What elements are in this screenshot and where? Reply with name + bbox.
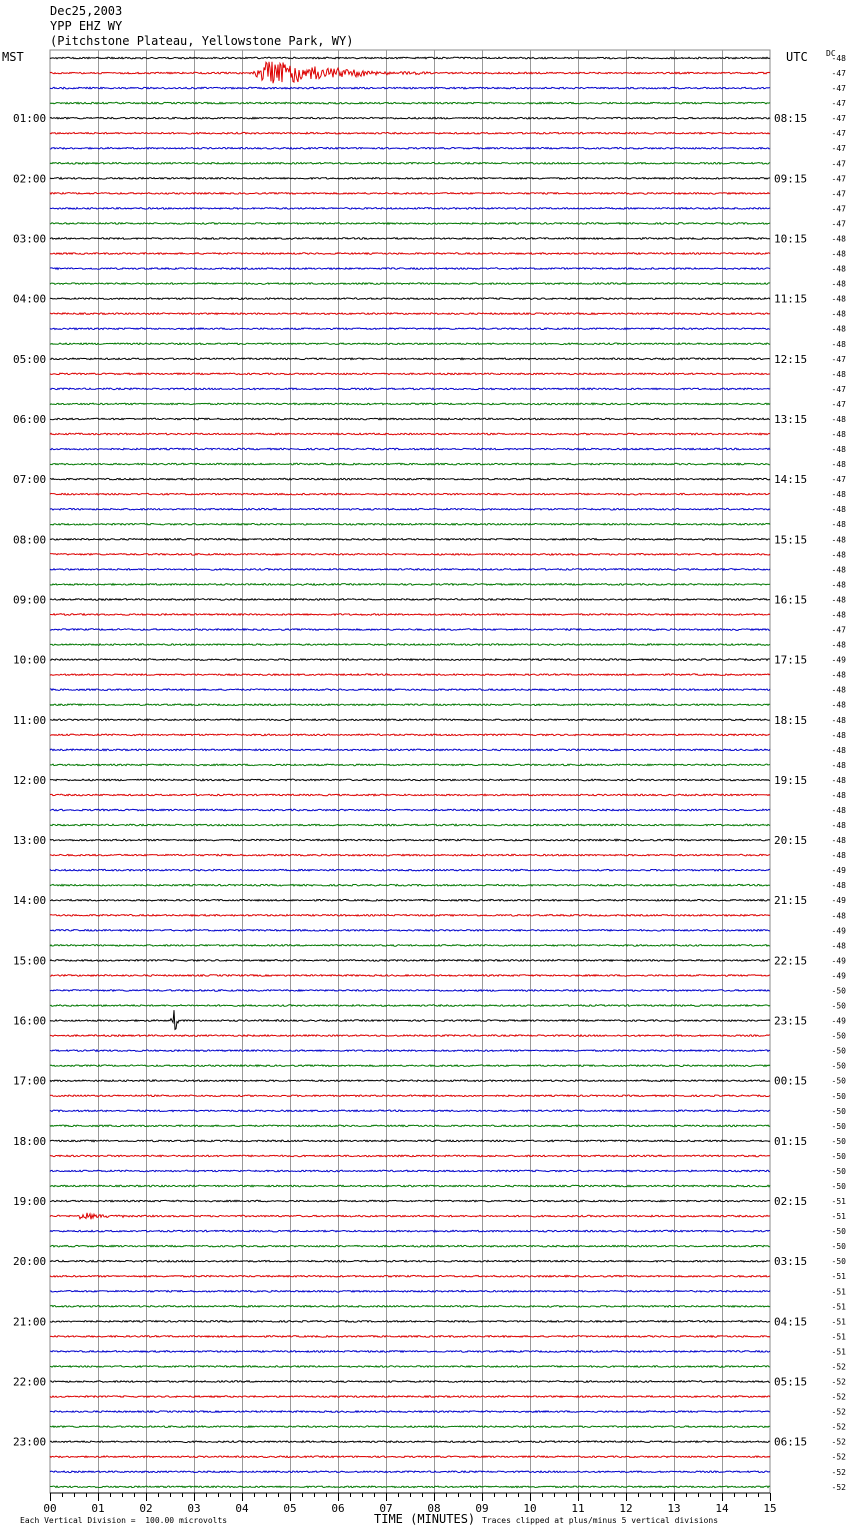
trace-line (50, 644, 770, 646)
trace-line (50, 1456, 770, 1458)
trace-line (50, 117, 770, 119)
dc-offset-label: -50 (831, 1121, 846, 1131)
trace-line (50, 163, 770, 165)
x-tick-label: 03 (187, 1502, 201, 1515)
right-hour-label: 19:15 (774, 773, 808, 787)
trace-line (50, 463, 770, 465)
trace-line (50, 975, 770, 977)
dc-offset-label: -47 (831, 189, 846, 199)
trace-line (50, 734, 770, 736)
trace-line (50, 1381, 770, 1383)
left-hour-label: 19:00 (13, 1195, 47, 1209)
x-tick-label: 05 (283, 1502, 297, 1515)
trace-line (50, 554, 770, 556)
dc-offset-label: -48 (831, 760, 846, 770)
trace-line (50, 403, 770, 405)
dc-offset-label: -48 (831, 520, 846, 530)
trace-group (50, 57, 770, 1487)
dc-offset-label: -52 (831, 1437, 846, 1447)
dc-offset-label: -48 (831, 460, 846, 470)
right-hour-label: 12:15 (774, 352, 808, 366)
right-hour-label: 06:15 (774, 1435, 808, 1449)
trace-line (50, 1351, 770, 1353)
dc-offset-label: -47 (831, 159, 846, 169)
trace-line (50, 313, 770, 315)
trace-line (50, 899, 770, 901)
dc-offset-label: -52 (831, 1392, 846, 1402)
dc-offset-label: -47 (831, 129, 846, 139)
trace-line (50, 147, 770, 149)
trace-line (50, 869, 770, 871)
x-tick-label: 14 (715, 1502, 729, 1515)
dc-offset-label: -48 (831, 941, 846, 951)
right-hour-label: 11:15 (774, 292, 808, 306)
dc-offset-label: -47 (831, 84, 846, 94)
dc-offset-label: -47 (831, 174, 846, 184)
trace-line (50, 599, 770, 601)
dc-offset-label: -48 (831, 324, 846, 334)
dc-offset-label: -48 (831, 640, 846, 650)
dc-offset-label: -49 (831, 896, 846, 906)
dc-offset-label: -52 (831, 1482, 846, 1492)
left-hour-label: 05:00 (13, 352, 47, 366)
dc-offset-label: -48 (831, 775, 846, 785)
dc-offset-label: -48 (831, 309, 846, 319)
dc-offset-label: -48 (831, 505, 846, 515)
x-tick-label: 00 (43, 1502, 57, 1515)
right-hour-label: 15:15 (774, 533, 808, 547)
trace-line (50, 1080, 770, 1082)
trace-line (50, 584, 770, 586)
dc-offset-label: -47 (831, 144, 846, 154)
trace-line (50, 238, 770, 240)
trace-line (50, 1291, 770, 1293)
dc-offset-label: -48 (831, 249, 846, 259)
left-hour-label: 15:00 (13, 954, 47, 968)
dc-offset-label: -50 (831, 1076, 846, 1086)
dc-offset-label: -47 (831, 219, 846, 229)
right-hour-label: 01:15 (774, 1134, 808, 1148)
trace-line (50, 1200, 770, 1202)
right-hour-label: 20:15 (774, 834, 808, 848)
trace-line (50, 659, 770, 661)
trace-line (50, 1095, 770, 1097)
left-hour-label: 22:00 (13, 1375, 47, 1389)
trace-line (50, 764, 770, 766)
dc-offset-label: -48 (831, 550, 846, 560)
trace-line (50, 1185, 770, 1187)
trace-line (50, 704, 770, 706)
left-hour-label: 08:00 (13, 533, 47, 547)
trace-line (50, 343, 770, 345)
trace-line (50, 719, 770, 721)
dc-offset-label: -50 (831, 1031, 846, 1041)
right-hour-label: 17:15 (774, 653, 808, 667)
station-id: YPP EHZ WY (50, 19, 123, 33)
dc-offset-label: -51 (831, 1302, 846, 1312)
dc-offset-label: -51 (831, 1197, 846, 1207)
trace-line (50, 1140, 770, 1142)
trace-line (50, 1230, 770, 1232)
left-zone-label: MST (2, 50, 24, 64)
dc-offset-label: -48 (831, 715, 846, 725)
plot-date: Dec25,2003 (50, 4, 123, 18)
trace-line (50, 328, 770, 330)
left-hour-label: 16:00 (13, 1014, 47, 1028)
trace-line (50, 178, 770, 180)
trace-line (50, 1275, 770, 1277)
left-hour-label: 23:00 (13, 1435, 47, 1449)
trace-line (50, 493, 770, 495)
trace-line (50, 1441, 770, 1443)
dc-offset-label: -48 (831, 279, 846, 289)
trace-line (50, 508, 770, 510)
x-tick-label: 08 (427, 1502, 441, 1515)
station-location: (Pitchstone Plateau, Yellowstone Park, WY) (50, 34, 354, 48)
dc-offset-label: -51 (831, 1287, 846, 1297)
right-hour-label: 18:15 (774, 713, 808, 727)
left-hour-label: 20:00 (13, 1255, 47, 1269)
trace-line (50, 779, 770, 781)
dc-offset-label: -49 (831, 1016, 846, 1026)
dc-offset-label: -48 (831, 806, 846, 815)
dc-offset-label: -48 (831, 264, 846, 274)
dc-offset-label: -48 (831, 911, 846, 921)
dc-offset-label: -48 (831, 670, 846, 680)
trace-line (50, 373, 770, 375)
right-hour-label: 21:15 (774, 894, 808, 908)
x-tick-label: 13 (667, 1502, 681, 1515)
dc-offset-label: -47 (831, 99, 846, 109)
trace-line (50, 749, 770, 751)
dc-offset-label: -50 (831, 1257, 846, 1267)
dc-offset-label: -48 (831, 54, 846, 63)
trace-line (50, 1065, 770, 1067)
trace-line (50, 57, 770, 59)
right-hour-label: 08:15 (774, 112, 808, 126)
dc-offset-label: -47 (831, 204, 846, 214)
x-axis-title: TIME (MINUTES) (374, 1512, 476, 1526)
dc-offset-label: -50 (831, 1091, 846, 1101)
x-tick-label: 15 (763, 1502, 777, 1515)
trace-line (50, 193, 770, 195)
right-hour-label: 04:15 (774, 1315, 808, 1329)
dc-offset-label: -51 (831, 1347, 846, 1357)
trace-line (50, 478, 770, 480)
trace-line (50, 1306, 770, 1308)
dc-offset-label: -48 (831, 595, 846, 605)
right-zone-label: UTC (786, 50, 808, 64)
dc-offset-label: -50 (831, 1136, 846, 1146)
dc-offset-label: -49 (831, 866, 846, 876)
left-hour-label: 07:00 (13, 473, 47, 487)
trace-line (50, 1213, 770, 1219)
left-hour-label: 01:00 (13, 112, 47, 126)
right-hour-label: 14:15 (774, 473, 808, 487)
trace-line (50, 1321, 770, 1323)
dc-offset-label: -48 (831, 565, 846, 575)
trace-line (50, 1336, 770, 1338)
trace-line (50, 1110, 770, 1112)
x-tick-label: 10 (523, 1502, 537, 1515)
dc-offset-label: -48 (831, 700, 846, 710)
trace-line (50, 1396, 770, 1398)
x-tick-label: 09 (475, 1502, 489, 1515)
dc-offset-label: -47 (831, 625, 846, 635)
left-hour-label: 18:00 (13, 1134, 47, 1148)
dc-offset-label: -48 (831, 445, 846, 455)
trace-line (50, 945, 770, 947)
dc-offset-label: -51 (831, 1272, 846, 1282)
dc-offset-label: -48 (831, 685, 846, 695)
right-hour-label: 22:15 (774, 954, 808, 968)
right-hour-label: 02:15 (774, 1195, 808, 1209)
dc-offset-label: -48 (831, 610, 846, 620)
trace-line (50, 839, 770, 841)
dc-offset-label: -52 (831, 1362, 846, 1372)
trace-line (50, 1005, 770, 1007)
trace-line (50, 930, 770, 932)
trace-line (50, 223, 770, 225)
right-hour-label: 13:15 (774, 412, 808, 426)
dc-offset-label: -50 (831, 1166, 846, 1176)
dc-offset-label: -52 (831, 1422, 846, 1432)
trace-line (50, 1366, 770, 1368)
scale-footnote: Each Vertical Division = 100.00 microvolts (20, 1516, 228, 1525)
trace-line (50, 283, 770, 285)
dc-offset-label: -52 (831, 1377, 846, 1387)
trace-line (50, 87, 770, 89)
trace-line (50, 433, 770, 435)
trace-line (50, 523, 770, 525)
trace-line (50, 1170, 770, 1172)
trace-line (50, 1411, 770, 1413)
left-hour-label: 13:00 (13, 834, 47, 848)
dc-offset-label: -47 (831, 384, 846, 394)
left-hour-label: 12:00 (13, 773, 47, 787)
dc-offset-label: -50 (831, 1182, 846, 1191)
trace-line (50, 62, 770, 83)
trace-line (50, 268, 770, 270)
dc-offset-label: -48 (831, 234, 846, 244)
trace-line (50, 1035, 770, 1037)
left-hour-label: 11:00 (13, 713, 47, 727)
trace-line (50, 689, 770, 691)
dc-offset-label: -51 (831, 1212, 846, 1222)
trace-line (50, 824, 770, 826)
left-hour-label: 02:00 (13, 172, 47, 186)
left-hour-label: 09:00 (13, 593, 47, 607)
trace-line (50, 1260, 770, 1262)
dc-offset-label: -50 (831, 1242, 846, 1252)
dc-offset-label: -48 (831, 745, 846, 755)
dc-offset-label: -50 (831, 1046, 846, 1056)
dc-offset-label: -47 (831, 114, 846, 124)
dc-offset-label: -49 (831, 956, 846, 966)
right-hour-label: 03:15 (774, 1255, 808, 1269)
right-hour-label: 09:15 (774, 172, 808, 186)
dc-offset-label: -50 (831, 1151, 846, 1161)
x-tick-label: 01 (91, 1502, 105, 1515)
trace-line (50, 298, 770, 300)
trace-line (50, 1125, 770, 1127)
left-hour-label: 10:00 (13, 653, 47, 667)
dc-offset-label: -47 (831, 69, 846, 79)
dc-offset-label: -48 (831, 294, 846, 304)
left-hour-label: 03:00 (13, 232, 47, 246)
dc-offset-label: -50 (831, 1061, 846, 1071)
left-hour-label: 04:00 (13, 292, 47, 306)
trace-line (50, 388, 770, 390)
trace-line (50, 960, 770, 962)
trace-line (50, 358, 770, 360)
dc-offset-label: -52 (831, 1407, 846, 1417)
x-tick-label: 02 (139, 1502, 153, 1515)
trace-line (50, 1050, 770, 1052)
trace-line (50, 569, 770, 571)
dc-offset-label: -50 (831, 986, 846, 996)
trace-line (50, 809, 770, 811)
trace-line (50, 884, 770, 886)
left-hour-label: 21:00 (13, 1315, 47, 1329)
right-hour-label: 00:15 (774, 1074, 808, 1088)
dc-offset-label: -47 (831, 354, 846, 364)
dc-offset-label: -48 (831, 821, 846, 831)
x-tick-label: 04 (235, 1502, 249, 1515)
trace-line (50, 614, 770, 616)
dc-offset-label: -50 (831, 1227, 846, 1237)
dc-offset-label: -48 (831, 851, 846, 861)
dc-offset-label: -48 (831, 580, 846, 590)
dc-offset-label: -52 (831, 1452, 846, 1462)
trace-line (50, 629, 770, 631)
left-hour-label: 06:00 (13, 412, 47, 426)
dc-offset-label: -48 (831, 430, 846, 439)
dc-offset-label: -48 (831, 790, 846, 800)
dc-offset-label: -47 (831, 399, 846, 409)
trace-line (50, 1245, 770, 1247)
dc-offset-label: -50 (831, 1106, 846, 1116)
trace-line (50, 674, 770, 676)
x-tick-label: 11 (571, 1502, 585, 1515)
dc-offset-label: -49 (831, 655, 846, 665)
dc-offset-label: -48 (831, 414, 846, 424)
dc-offset-label: -48 (831, 535, 846, 545)
left-hour-label: 14:00 (13, 894, 47, 908)
trace-line (50, 418, 770, 420)
left-hour-label: 17:00 (13, 1074, 47, 1088)
trace-line (50, 854, 770, 856)
trace-line (50, 1486, 770, 1488)
trace-line (50, 448, 770, 450)
x-tick-label: 07 (379, 1502, 393, 1515)
dc-offset-label: -48 (831, 730, 846, 740)
trace-line (50, 1155, 770, 1157)
dc-offset-label: -50 (831, 1001, 846, 1011)
x-tick-label: 06 (331, 1502, 345, 1515)
trace-line (50, 253, 770, 255)
trace-line (50, 208, 770, 210)
dc-offset-label: -49 (831, 926, 846, 936)
right-hour-label: 05:15 (774, 1375, 808, 1389)
dc-offset-label: -51 (831, 1317, 846, 1327)
trace-line (50, 1426, 770, 1428)
dc-offset-label: -52 (831, 1467, 846, 1477)
trace-line (50, 794, 770, 796)
dc-offset-label: -49 (831, 971, 846, 981)
trace-line (50, 102, 770, 104)
trace-line (50, 1471, 770, 1473)
x-tick-label: 12 (619, 1502, 633, 1515)
clip-footnote: Traces clipped at plus/minus 5 vertical divisions (482, 1516, 719, 1525)
trace-line (50, 915, 770, 917)
dc-offset-label: -48 (831, 836, 846, 846)
dc-offset-label: -48 (831, 490, 846, 500)
dc-offset-label: -48 (831, 339, 846, 349)
dc-offset-label: -48 (831, 881, 846, 891)
right-hour-label: 10:15 (774, 232, 808, 246)
dc-offset-label: -47 (831, 475, 846, 485)
dc-offset-label: -48 (831, 369, 846, 379)
trace-line (50, 990, 770, 992)
trace-line (50, 1010, 770, 1029)
right-hour-label: 16:15 (774, 593, 808, 607)
dc-offset-label: -51 (831, 1332, 846, 1342)
right-hour-label: 23:15 (774, 1014, 808, 1028)
dc-offset-header: DC (826, 49, 836, 58)
trace-line (50, 132, 770, 134)
trace-line (50, 539, 770, 541)
